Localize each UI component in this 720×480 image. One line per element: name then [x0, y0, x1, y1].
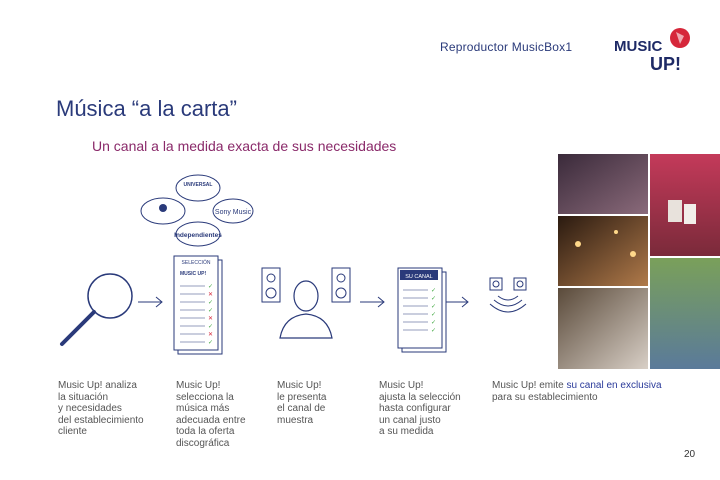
page-title: Música “a la carta” — [56, 96, 237, 121]
caption-adjust: Music Up! ajusta la selección hasta configurar un canal justo a su medida — [379, 380, 461, 438]
product-name: Reproductor MusicBox1 — [440, 40, 573, 54]
svg-text:✓: ✓ — [431, 287, 437, 294]
svg-text:✓: ✓ — [431, 295, 437, 302]
universal-label: UNIVERSAL — [183, 182, 213, 188]
selection-heading: SELECCIÓN — [181, 260, 211, 266]
svg-text:✕: ✕ — [208, 291, 214, 298]
logo-line2: UP! — [650, 54, 681, 74]
process-diagram — [50, 168, 550, 368]
check-marks — [208, 283, 213, 346]
svg-text:✓: ✓ — [208, 323, 214, 330]
channel-heading: SU CANAL — [405, 274, 433, 280]
svg-text:✓: ✓ — [431, 303, 437, 310]
page-subtitle: Un canal a la medida exacta de sus necesidades — [92, 138, 397, 154]
warner-icon — [159, 204, 167, 212]
svg-text:✓: ✓ — [208, 283, 214, 290]
caption-highlight: su canal en exclusiva — [566, 380, 662, 391]
svg-text:✕: ✕ — [208, 315, 214, 322]
logo-line1: MUSIC — [614, 38, 663, 55]
svg-text:✕: ✕ — [208, 331, 214, 338]
sony-label: Sony Music — [214, 209, 252, 216]
caption-broadcast: Music Up! emite su canal en exclusiva para su establecimiento — [492, 380, 662, 403]
music-up-logo — [612, 24, 692, 76]
caption-select: Music Up! selecciona la música más adecuada entre toda la oferta discográfica — [176, 380, 246, 449]
svg-text:✓: ✓ — [208, 307, 214, 314]
caption-analyze: Music Up! analiza la situación y necesidades del establecimiento cliente — [58, 380, 144, 438]
svg-text:✓: ✓ — [208, 299, 214, 306]
svg-text:✓: ✓ — [208, 339, 214, 346]
page-number: 20 — [684, 449, 696, 460]
broadcast-icon — [490, 278, 526, 312]
caption-present: Music Up! le presenta el canal de muestra — [277, 380, 327, 426]
svg-text:✓: ✓ — [431, 319, 437, 326]
person-icon — [280, 281, 332, 338]
selection-logo: MUSIC UP! — [180, 271, 207, 277]
svg-text:✓: ✓ — [431, 311, 437, 318]
independientes-label: Independientes — [174, 232, 222, 239]
magnifier-icon — [62, 274, 132, 344]
svg-text:✓: ✓ — [431, 327, 437, 334]
lifestyle-photo-grid — [558, 154, 720, 369]
